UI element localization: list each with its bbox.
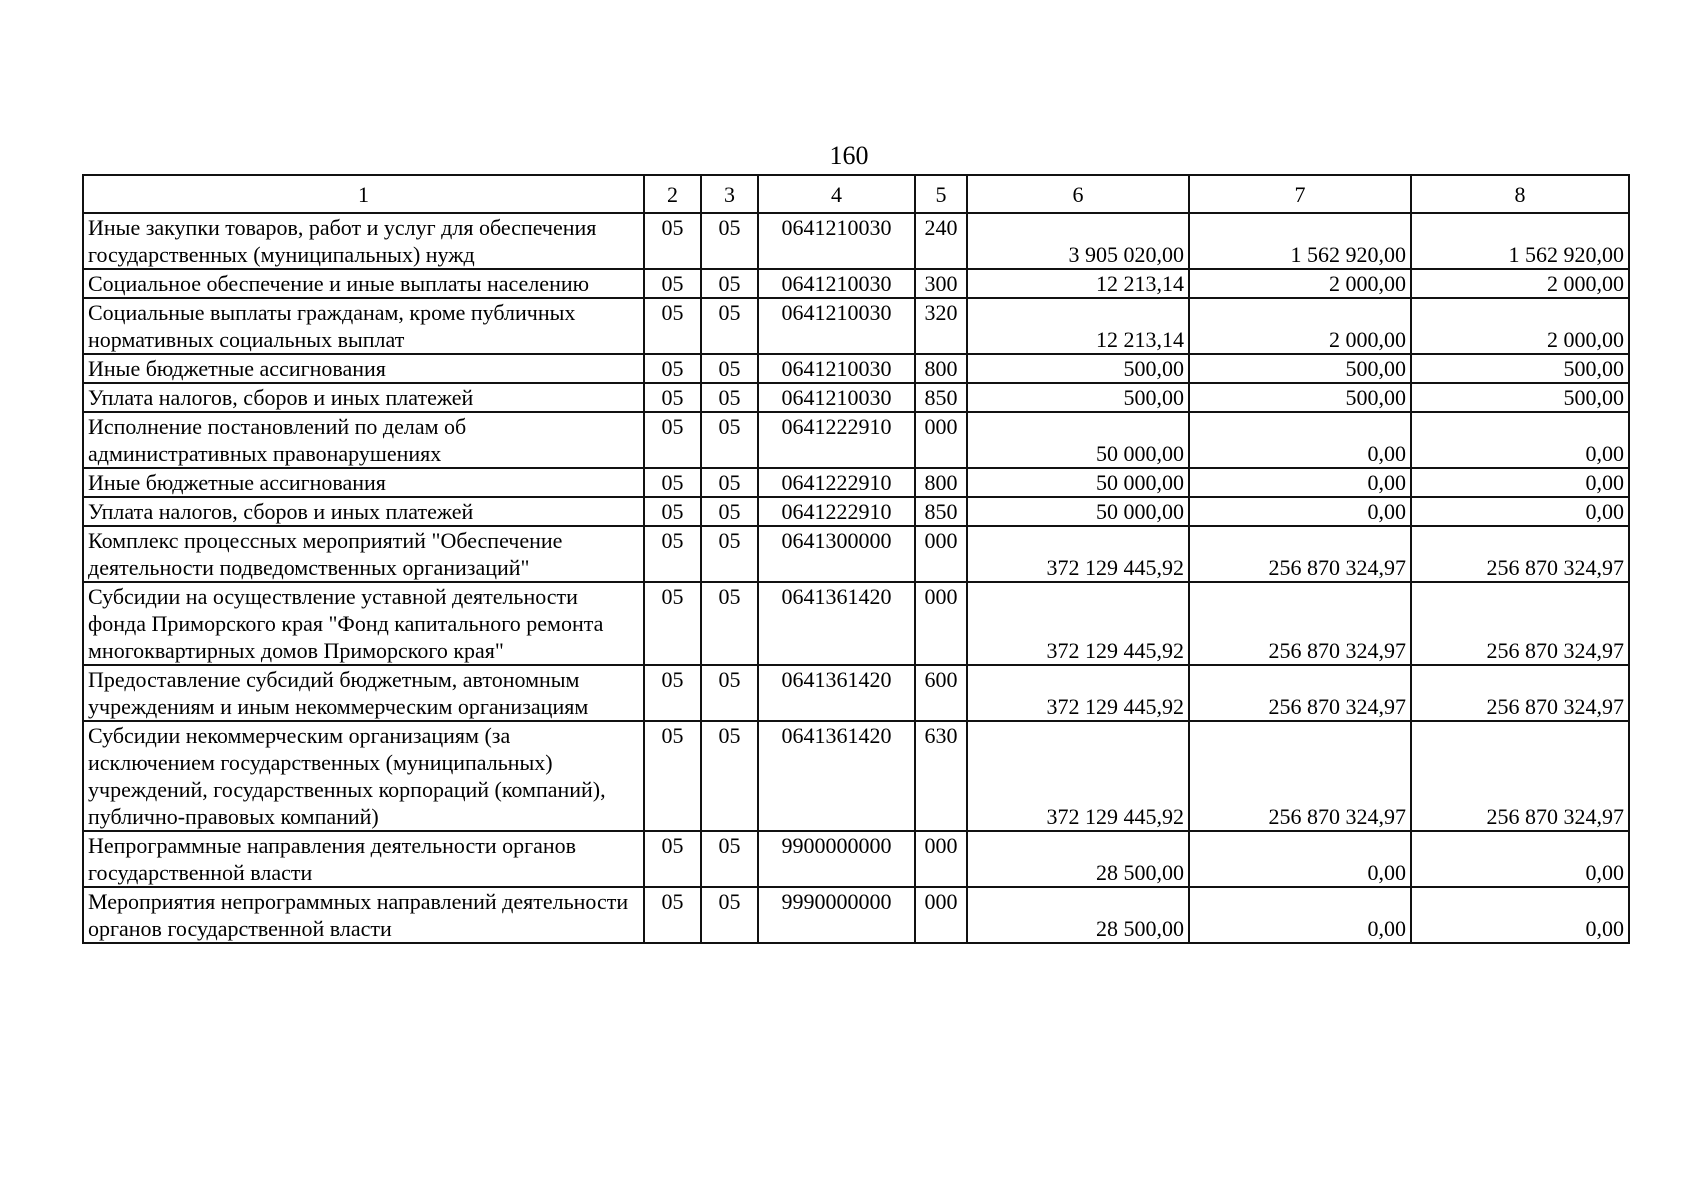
amount-col6-cell: 372 129 445,92 (967, 526, 1189, 582)
row-name-cell: Иные бюджетные ассигнования (83, 354, 644, 383)
amount-col6-cell: 28 500,00 (967, 831, 1189, 887)
amount-col8-cell: 256 870 324,97 (1411, 582, 1629, 665)
subsection-code-cell: 05 (701, 468, 758, 497)
target-article-cell: 0641300000 (758, 526, 915, 582)
subsection-code-cell: 05 (701, 497, 758, 526)
expense-type-cell: 800 (915, 468, 967, 497)
table-row (83, 497, 1629, 526)
budget-table (82, 174, 1630, 944)
subsection-code-cell: 05 (701, 582, 758, 665)
amount-col7-cell: 256 870 324,97 (1189, 721, 1411, 831)
header-cell: 1 (83, 175, 644, 213)
target-article-cell: 0641222910 (758, 412, 915, 468)
header-cell: 5 (915, 175, 967, 213)
amount-col8-cell: 0,00 (1411, 468, 1629, 497)
section-code-cell: 05 (644, 721, 701, 831)
amount-col7-cell: 256 870 324,97 (1189, 526, 1411, 582)
amount-col8-cell: 1 562 920,00 (1411, 213, 1629, 269)
expense-type-cell: 000 (915, 526, 967, 582)
header-cell: 4 (758, 175, 915, 213)
section-code-cell: 05 (644, 269, 701, 298)
target-article-cell: 0641210030 (758, 383, 915, 412)
row-name-cell: Социальное обеспечение и иные выплаты населению (83, 269, 644, 298)
subsection-code-cell: 05 (701, 383, 758, 412)
amount-col8-cell: 500,00 (1411, 354, 1629, 383)
table-row (83, 269, 1629, 298)
amount-col6-cell: 12 213,14 (967, 269, 1189, 298)
row-name-cell: Иные закупки товаров, работ и услуг для обеспечения государственных (муниципальных) нужд (83, 213, 644, 269)
amount-col7-cell: 0,00 (1189, 468, 1411, 497)
expense-type-cell: 630 (915, 721, 967, 831)
section-code-cell: 05 (644, 582, 701, 665)
section-code-cell: 05 (644, 213, 701, 269)
amount-col8-cell: 0,00 (1411, 887, 1629, 943)
target-article-cell: 0641210030 (758, 298, 915, 354)
table-row (83, 831, 1629, 887)
subsection-code-cell: 05 (701, 526, 758, 582)
section-code-cell: 05 (644, 298, 701, 354)
subsection-code-cell: 05 (701, 665, 758, 721)
amount-col6-cell: 50 000,00 (967, 468, 1189, 497)
section-code-cell: 05 (644, 383, 701, 412)
amount-col7-cell: 500,00 (1189, 383, 1411, 412)
target-article-cell: 9900000000 (758, 831, 915, 887)
amount-col7-cell: 0,00 (1189, 887, 1411, 943)
page-number: 160 (829, 141, 869, 170)
row-name-cell: Субсидии некоммерческим организациям (за исключением государственных (муниципальных) учреждений, государственных корпораций (компаний), публично-правовых компаний) (83, 721, 644, 831)
table-row (83, 887, 1629, 943)
amount-col8-cell: 256 870 324,97 (1411, 526, 1629, 582)
row-name-cell: Предоставление субсидий бюджетным, автономным учреждениям и иным некоммерческим организациям (83, 665, 644, 721)
table-row (83, 298, 1629, 354)
expense-type-cell: 000 (915, 412, 967, 468)
table-header-row (83, 175, 1629, 213)
amount-col7-cell: 0,00 (1189, 831, 1411, 887)
amount-col6-cell: 50 000,00 (967, 412, 1189, 468)
header-cell: 6 (967, 175, 1189, 213)
target-article-cell: 0641210030 (758, 354, 915, 383)
amount-col7-cell: 256 870 324,97 (1189, 665, 1411, 721)
amount-col6-cell: 500,00 (967, 354, 1189, 383)
row-name-cell: Уплата налогов, сборов и иных платежей (83, 383, 644, 412)
amount-col6-cell: 3 905 020,00 (967, 213, 1189, 269)
row-name-cell: Субсидии на осуществление уставной деятельности фонда Приморского края "Фонд капитального ремонта многоквартирных домов Приморского края" (83, 582, 644, 665)
amount-col8-cell: 0,00 (1411, 412, 1629, 468)
expense-type-cell: 850 (915, 383, 967, 412)
table-row (83, 354, 1629, 383)
amount-col7-cell: 256 870 324,97 (1189, 582, 1411, 665)
target-article-cell: 0641210030 (758, 213, 915, 269)
amount-col8-cell: 256 870 324,97 (1411, 665, 1629, 721)
table-row (83, 721, 1629, 831)
row-name-cell: Иные бюджетные ассигнования (83, 468, 644, 497)
target-article-cell: 0641361420 (758, 665, 915, 721)
table-row (83, 213, 1629, 269)
amount-col6-cell: 372 129 445,92 (967, 721, 1189, 831)
target-article-cell: 0641210030 (758, 269, 915, 298)
amount-col7-cell: 1 562 920,00 (1189, 213, 1411, 269)
amount-col8-cell: 2 000,00 (1411, 298, 1629, 354)
amount-col6-cell: 12 213,14 (967, 298, 1189, 354)
row-name-cell: Социальные выплаты гражданам, кроме публичных нормативных социальных выплат (83, 298, 644, 354)
section-code-cell: 05 (644, 497, 701, 526)
section-code-cell: 05 (644, 526, 701, 582)
target-article-cell: 9990000000 (758, 887, 915, 943)
expense-type-cell: 850 (915, 497, 967, 526)
section-code-cell: 05 (644, 831, 701, 887)
expense-type-cell: 000 (915, 887, 967, 943)
amount-col8-cell: 256 870 324,97 (1411, 721, 1629, 831)
row-name-cell: Непрограммные направления деятельности органов государственной власти (83, 831, 644, 887)
header-cell: 3 (701, 175, 758, 213)
subsection-code-cell: 05 (701, 412, 758, 468)
subsection-code-cell: 05 (701, 354, 758, 383)
amount-col7-cell: 2 000,00 (1189, 298, 1411, 354)
subsection-code-cell: 05 (701, 269, 758, 298)
table-row (83, 582, 1629, 665)
amount-col6-cell: 372 129 445,92 (967, 665, 1189, 721)
expense-type-cell: 240 (915, 213, 967, 269)
subsection-code-cell: 05 (701, 887, 758, 943)
section-code-cell: 05 (644, 887, 701, 943)
section-code-cell: 05 (644, 665, 701, 721)
header-cell: 2 (644, 175, 701, 213)
amount-col6-cell: 28 500,00 (967, 887, 1189, 943)
amount-col8-cell: 2 000,00 (1411, 269, 1629, 298)
amount-col7-cell: 0,00 (1189, 412, 1411, 468)
amount-col8-cell: 500,00 (1411, 383, 1629, 412)
expense-type-cell: 320 (915, 298, 967, 354)
table-row (83, 412, 1629, 468)
amount-col6-cell: 50 000,00 (967, 497, 1189, 526)
header-cell: 8 (1411, 175, 1629, 213)
expense-type-cell: 300 (915, 269, 967, 298)
target-article-cell: 0641361420 (758, 582, 915, 665)
section-code-cell: 05 (644, 468, 701, 497)
expense-type-cell: 000 (915, 831, 967, 887)
row-name-cell: Комплекс процессных мероприятий "Обеспечение деятельности подведомственных организаций" (83, 526, 644, 582)
target-article-cell: 0641222910 (758, 468, 915, 497)
table-row (83, 383, 1629, 412)
amount-col7-cell: 0,00 (1189, 497, 1411, 526)
target-article-cell: 0641222910 (758, 497, 915, 526)
row-name-cell: Исполнение постановлений по делам об административных правонарушениях (83, 412, 644, 468)
amount-col7-cell: 2 000,00 (1189, 269, 1411, 298)
amount-col8-cell: 0,00 (1411, 497, 1629, 526)
amount-col8-cell: 0,00 (1411, 831, 1629, 887)
table-row (83, 665, 1629, 721)
subsection-code-cell: 05 (701, 831, 758, 887)
subsection-code-cell: 05 (701, 721, 758, 831)
amount-col6-cell: 372 129 445,92 (967, 582, 1189, 665)
subsection-code-cell: 05 (701, 213, 758, 269)
table-row (83, 526, 1629, 582)
target-article-cell: 0641361420 (758, 721, 915, 831)
subsection-code-cell: 05 (701, 298, 758, 354)
amount-col7-cell: 500,00 (1189, 354, 1411, 383)
row-name-cell: Мероприятия непрограммных направлений деятельности органов государственной власти (83, 887, 644, 943)
amount-col6-cell: 500,00 (967, 383, 1189, 412)
expense-type-cell: 800 (915, 354, 967, 383)
header-cell: 7 (1189, 175, 1411, 213)
expense-type-cell: 600 (915, 665, 967, 721)
section-code-cell: 05 (644, 412, 701, 468)
section-code-cell: 05 (644, 354, 701, 383)
table-row (83, 468, 1629, 497)
expense-type-cell: 000 (915, 582, 967, 665)
row-name-cell: Уплата налогов, сборов и иных платежей (83, 497, 644, 526)
